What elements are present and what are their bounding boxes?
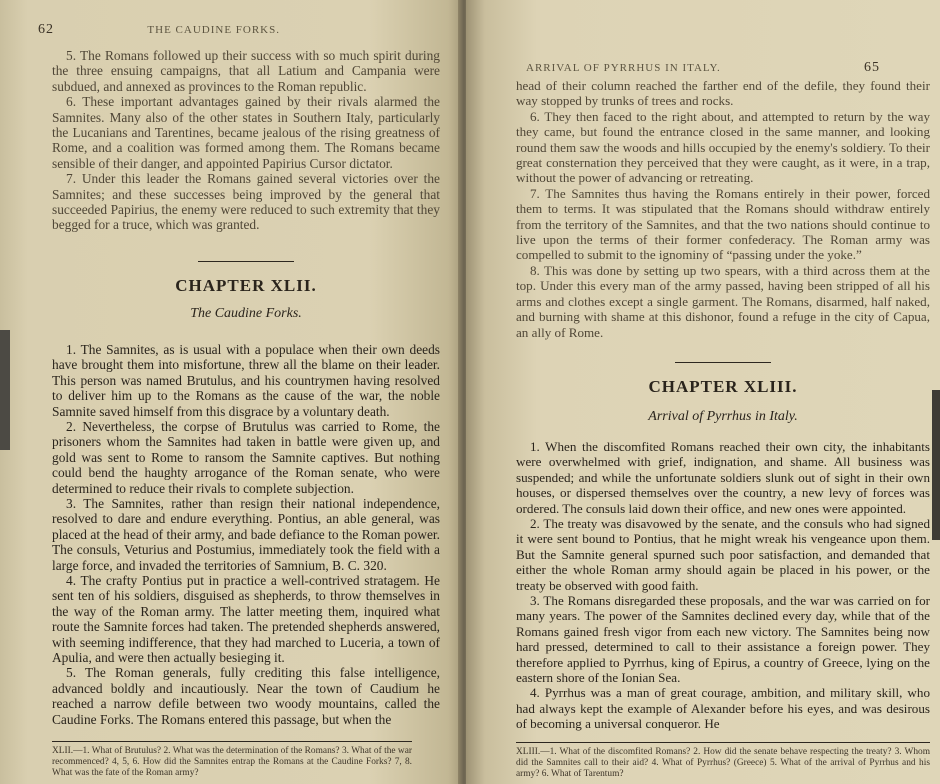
left-running-head: THE CAUDINE FORKS. xyxy=(147,24,280,36)
paragraph: 1. When the discomfited Romans reached their own city, the inhabitants were overwhelmed with grief, indignation, and shame. All business was suspended; and while the unfortunate soldiers slunk out of sight in their own houses, or dispersed themselves over the country, a new levy of forces was ordered. The consuls laid down their office, and new ones were appointed. xyxy=(516,438,930,516)
background-edge xyxy=(0,330,10,450)
paragraph: 3. The Romans disregarded these proposals, and the war was carried on for many years. The power of the Samnites declined every day, while that of the Romans gained fresh vigor from each new victory. The Samnites being now hard pressed, determined to call to their assistance a foreign power. They therefore applied to Pyrrhus, king of Epirus, a country of Greece, lying on the eastern shore of the Ionian Sea. xyxy=(516,592,930,685)
right-chapter-text xyxy=(516,439,930,732)
left-intro-text xyxy=(52,48,440,233)
paragraph: 4. Pyrrhus was a man of great courage, ambition, and military skill, who had always kept the example of Alexander before his eyes, and was desirous of becoming a universal conqueror. He xyxy=(516,685,930,732)
right-page-header xyxy=(526,60,880,76)
right-intro-text xyxy=(516,78,930,340)
paragraph: 5. The Roman generals, fully crediting this false intelligence, advanced boldly and incautiously. Near the town of Caudium he reached a narrow defile between two woody mountains, called the Caudine Forks. The Romans entered this passage, but when the xyxy=(52,665,440,727)
divider xyxy=(675,362,771,363)
divider xyxy=(198,261,294,262)
paragraph: 1. The Samnites, as is usual with a populace when their own deeds have brought them into misfortune, threw all the blame on their leader. This person was named Brutulus, and his countrymen having resolved to deliver him up to the Romans as the cause of the war, the noble Samnite saved himself from this disgrace by a voluntary death. xyxy=(52,341,440,419)
chapter-subtitle: The Caudine Forks. xyxy=(190,305,302,321)
paragraph: head of their column reached the farther end of the defile, they found their way stopped by trunks of trees and rocks. xyxy=(516,78,930,109)
paragraph: 6. They then faced to the right about, and attempted to return by the way they came, but found the entrance closed in the same manner, and looking round them saw the woods and hills occupied by the enemy's soldiery. To their great consternation they perceived that they were caught, as it were, in a trap, without the power of advancing or retreating. xyxy=(516,108,930,186)
right-page-number: 65 xyxy=(864,60,880,75)
paragraph: 4. The crafty Pontius put in practice a well-contrived stratagem. He sent ten of his soldiers, disguised as shepherds, to throw themselves in the way of the Roman army. The latter meeting them, inquired what route the Samnite forces had taken. The pretended shepherds answered, with seeming indifference, that they had marched to Luceria, a town of Apulia, and were then actually besieging it. xyxy=(52,572,440,665)
left-page xyxy=(0,0,462,784)
paragraph: 2. Nevertheless, the corpse of Brutulus was carried to Rome, the prisoners whom the Samnites had taken in battle were given up, and gold was sent to Rome to ransom the Samnite captives. But nothing could bend the haughty arrogance of the Roman senate, who were determined to reduce their rivals to complete subjection. xyxy=(52,418,440,496)
paragraph: 7. Under this leader the Romans gained several victories over the Samnites; and these successes being improved by the general that succeeded Papirius, the enemy were reduced to such extremity that they begged for a truce, which was granted. xyxy=(52,171,440,233)
background-edge xyxy=(932,390,940,540)
paragraph: 8. This was done by setting up two spears, with a third across them at the top. Under this every man of the army passed, having been stripped of all his arms and clothes except a single garment. The Romans, disarmed, half naked, and burning with shame at this dishonor, found a refuge in the city of Capua, an ally of Rome. xyxy=(516,262,930,340)
review-questions: XLIII.—1. What of the discomfited Romans? 2. How did the senate behave respecting the treaty? 3. Whom did the Samnites call to their aid? 4. What of Pyrrhus? (Greece) 5. What of the arrival of Pyrrhus and his army? 6. What of Tarentum? xyxy=(516,742,930,780)
right-page xyxy=(466,0,940,784)
left-page-header xyxy=(38,22,440,38)
chapter-title: CHAPTER XLII. xyxy=(175,275,317,295)
left-page-number: 62 xyxy=(38,22,54,37)
paragraph: 5. The Romans followed up their success with so much spirit during the three ensuing campaigns, that all Latium and Campania were subdued, and annexed as provinces to the Roman republic. xyxy=(52,48,440,94)
chapter-subtitle: Arrival of Pyrrhus in Italy. xyxy=(648,408,798,424)
left-chapter-text xyxy=(52,342,440,727)
right-running-head: ARRIVAL OF PYRRHUS IN ITALY. xyxy=(526,62,721,74)
paragraph: 2. The treaty was disavowed by the senate, and the consuls who had signed it were sent bound to Pontius, that he might wreak his vengeance upon them. But the Samnite general spurned such poor satisfaction, and demanded that either the whole Roman army should again be placed in his power, or the treaty be observed with good faith. xyxy=(516,515,930,593)
paragraph: 3. The Samnites, rather than resign their national independence, resolved to dare and endure everything. Pontius, an able general, was placed at the head of their army, and bade defiance to the Roman power. The consuls, Veturius and Postumius, immediately took the field with a large force, and invaded the territories of Samnium, B. C. 320. xyxy=(52,495,440,573)
chapter-title: CHAPTER XLIII. xyxy=(648,376,798,396)
paragraph: 7. The Samnites thus having the Romans entirely in their power, forced them to terms. It was stipulated that the Romans should withdraw entirely from the territory of the Samnites, and that the two nations should continue to live upon the terms of their former confederacy. The Roman army was compelled to submit to the ignominy of “passing under the yoke.” xyxy=(516,185,930,263)
review-questions: XLII.—1. What of Brutulus? 2. What was the determination of the Romans? 3. What of the war recommenced? 4, 5, 6. How did the Samnites entrap the Romans at the Caudine Forks? 7, 8. What was the fate of the Roman army? xyxy=(52,741,412,779)
paragraph: 6. These important advantages gained by their rivals alarmed the Samnites. Many also of the other states in Southern Italy, particularly the Lucanians and Tarentines, became jealous of the rising greatness of Rome, and a coalition was formed among them. The Romans became sensible of their danger, and appointed Papirius Cursor dictator. xyxy=(52,94,440,171)
